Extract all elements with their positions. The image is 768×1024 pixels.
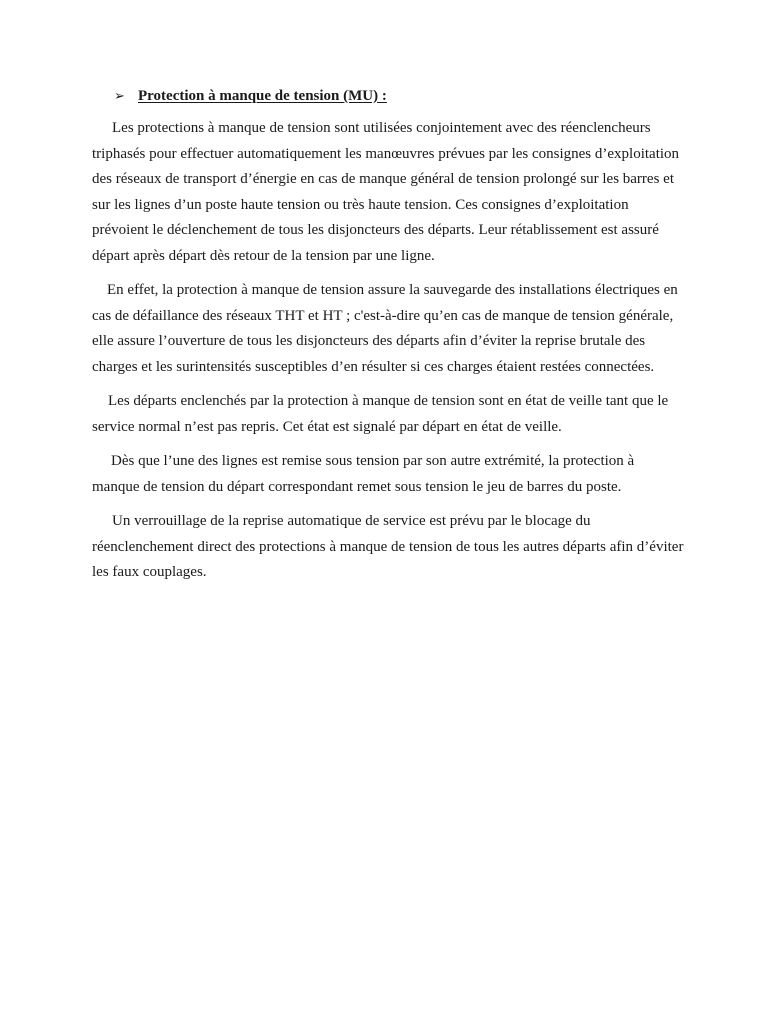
paragraph-1: Les protections à manque de tension sont utilisées conjointement avec des réenclencheurs triphasés pour effectuer automatiquement les manœuvres prévues par les consignes d’exploitation des réseaux de transport d’énergie en cas de manque général de tension prolongé sur les barres et sur les lignes d’un poste haute tension ou très haute tension. Ces consignes d’exploitation prévoient le déclenchement de tous les disjoncteurs des départs. Leur rétablissement est assuré départ après départ dès retour de la tension par une ligne. (92, 120, 680, 264)
heading-text: Protection à manque de tension (MU) : (138, 87, 387, 104)
paragraph-4: Dès que l’une des lignes est remise sous tension par son autre extrémité, la protection à manque de tension du départ correspondant remet sous tension le jeu de barres du poste. (92, 453, 635, 495)
paragraph-3: Les départs enclenchés par la protection à manque de tension sont en état de veille tant que le service normal n’est pas repris. Cet état est signalé par départ en état de veille. (92, 393, 669, 435)
paragraph-5: Un verrouillage de la reprise automatique de service est prévu par le blocage du réenclenchement direct des protections à manque de tension de tous les autres départs afin d’éviter les faux couplages. (92, 513, 684, 580)
arrow-bullet-icon: ➢ (114, 88, 125, 103)
section-heading (114, 84, 684, 108)
document-page (92, 84, 684, 595)
paragraph-2: En effet, la protection à manque de tension assure la sauvegarde des installations électriques en cas de défaillance des réseaux THT et HT ; c'est-à-dire qu’en cas de manque de tension générale, elle assure l’ouverture de tous les disjoncteurs des départs afin d’éviter la reprise brutale des charges et les surintensités susceptibles d’en résulter si ces charges étaient restées connectées. (92, 282, 678, 375)
